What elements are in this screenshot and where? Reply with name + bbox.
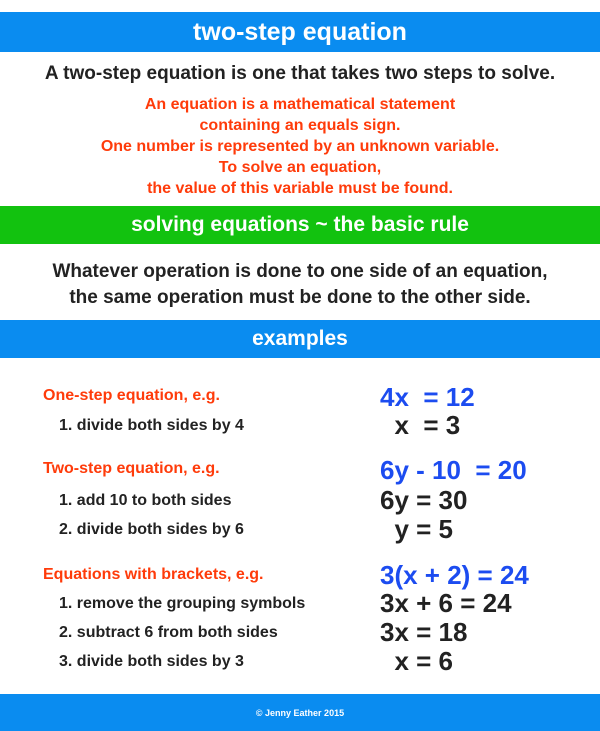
rule-heading: solving equations ~ the basic rule [131,213,469,236]
rule-line: Whatever operation is done to one side of an equation, [52,261,548,282]
definition-line: containing an equals sign. [199,117,401,134]
copyright-text: © Jenny Eather 2015 [255,707,345,718]
definition-line: One number is represented by an unknown variable. [100,138,500,155]
example-step: 2. subtract 6 from both sides [59,624,278,641]
definition-block [0,94,600,199]
rule-banner [0,206,600,244]
page-title: two-step equation [193,17,407,46]
example-step: 3. divide both sides by 3 [59,653,244,670]
example-step: 1. add 10 to both sides [59,492,232,509]
example-step: 2. divide both sides by 6 [59,521,244,538]
example-equation-one-step: 4x = 12 [380,382,475,412]
example-step-result: 3x + 6 = 24 [380,588,512,618]
example-step: 1. divide both sides by 4 [59,417,244,434]
example-label-two-step: Two-step equation, e.g. [43,460,220,477]
example-step: 1. remove the grouping symbols [59,595,306,612]
examples-banner [0,320,600,358]
title-banner [0,12,600,52]
example-step-result: y = 5 [380,514,453,544]
example-equation-brackets: 3(x + 2) = 24 [380,560,529,590]
rule-line: the same operation must be done to the other side. [69,287,531,308]
definition-line: To solve an equation, [218,159,382,176]
example-label-brackets: Equations with brackets, e.g. [43,566,264,583]
definition-line: the value of this variable must be found. [147,180,453,197]
rule-text-block [0,259,600,311]
example-step-result: 3x = 18 [380,617,468,647]
example-step-result: 6y = 30 [380,485,468,515]
example-equation-two-step: 6y - 10 = 20 [380,455,527,485]
examples-heading: examples [252,327,348,350]
footer-banner [0,694,600,731]
example-label-one-step: One-step equation, e.g. [43,387,220,404]
intro-text: A two-step equation is one that takes two steps to solve. [44,63,556,84]
example-step-result: x = 6 [380,646,453,676]
example-step-result: x = 3 [380,410,461,440]
definition-line: An equation is a mathematical statement [144,96,456,113]
